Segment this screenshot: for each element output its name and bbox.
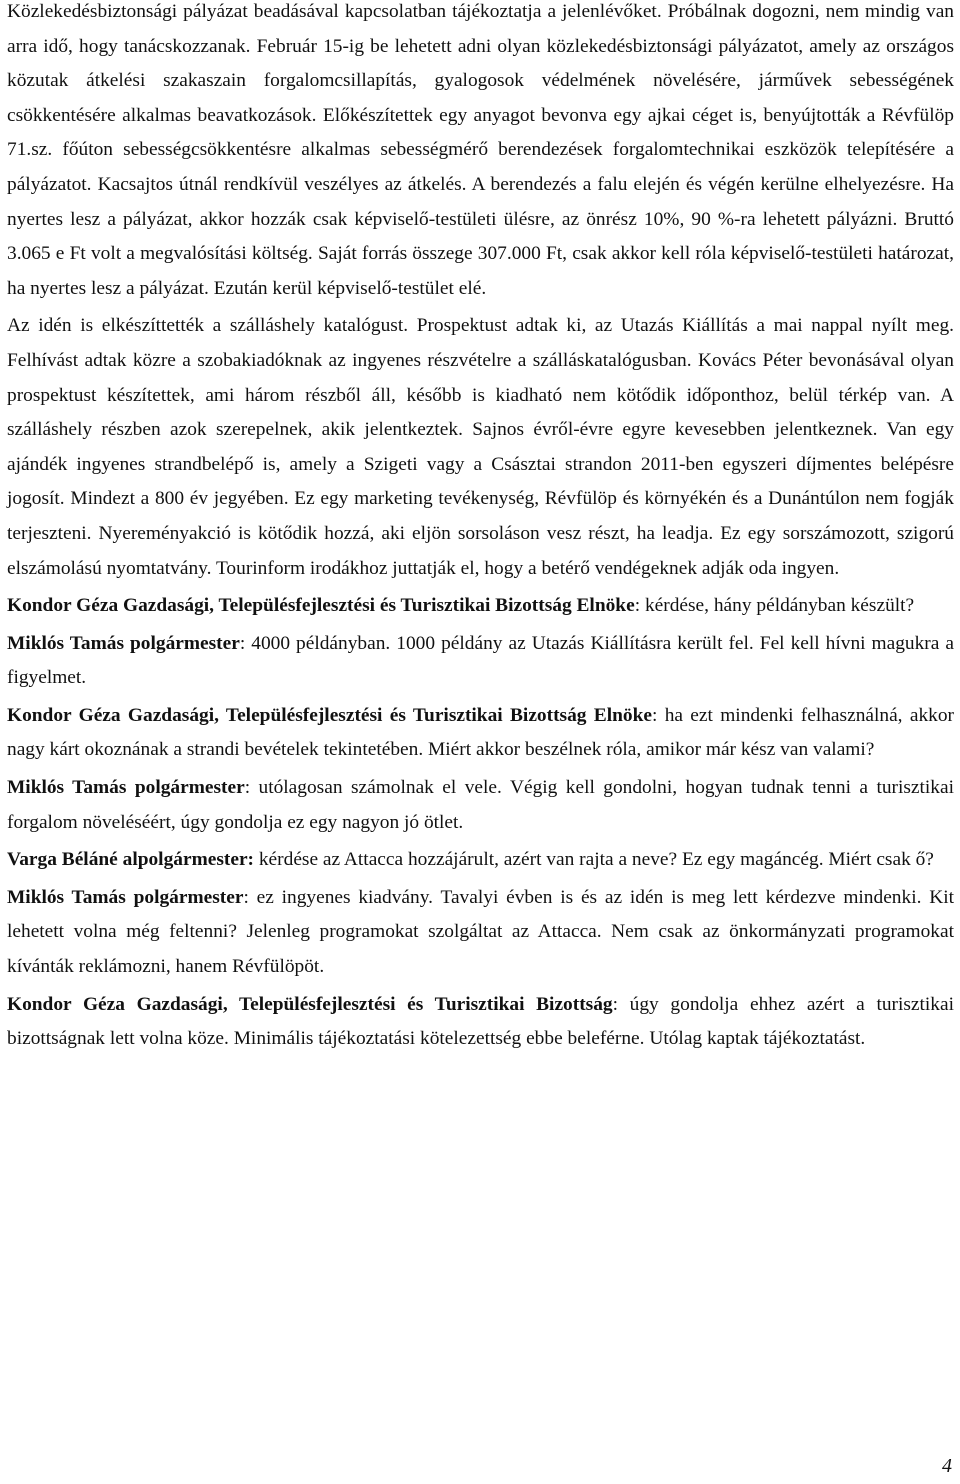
paragraph-speech xyxy=(7,589,954,624)
paragraph-speech xyxy=(7,771,954,840)
paragraph-text: Az idén is elkészíttették a szálláshely katalógust. Prospektust adtak ki, az Utazás Kiállítás a mai nappal nyílt meg. Felhívást adtak közre a szobakiadóknak az ingyenes részvételre a szálláskatalógusban. Kovács Péter bevonásával olyan prospektust készítettek, ami három részből áll, később is kiadható nem kötődik időponthoz, belül térkép van. A szálláshely részben azok szerepelnek, akik jelentkeztek. Sajnos évről-évre egyre kevesebben jelentkeznek. Van egy ajándék ingyenes strandbelépő is, amely a Szigeti vagy a Császtai strandon 2011-ben egyszeri díjmentes belépésre jogosít. Mindezt a 800 év jegyében. Ez egy marketing tevékenység, Révfülöp és környékén és a Dunántúlon nem fogják terjeszteni. Nyereményakció is kötődik hozzá, aki eljön sorsoláson vesz részt, ha leadja. Ez egy sorszámozott, szigorú elszámolású nyomtatvány. Tourinform irodákhoz juttatják el, hogy a betérő vendégeknek adják oda ingyen. xyxy=(7,315,954,579)
speaker-name: Miklós Tamás polgármester xyxy=(7,886,244,908)
speaker-name: Kondor Géza Gazdasági, Településfejlesztési és Turisztikai Bizottság xyxy=(7,993,613,1015)
paragraph-speech xyxy=(7,843,954,878)
speaker-name: Miklós Tamás polgármester xyxy=(7,777,245,799)
paragraph-accommodation-catalogue xyxy=(7,309,954,586)
paragraph-speech xyxy=(7,881,954,985)
speaker-name: Miklós Tamás polgármester xyxy=(7,632,240,654)
page-number: 4 xyxy=(942,1455,952,1477)
speech-text: : 4000 példányban. 1000 példány az Utazás Kiállításra került fel. Fel kell hívni magukra a figyelmet. xyxy=(7,632,954,689)
paragraph-speech xyxy=(7,988,954,1057)
paragraph-speech xyxy=(7,627,954,696)
speech-text: : kérdése, hány példányban készült? xyxy=(634,595,915,617)
speech-text: kérdése az Attacca hozzájárult, azért van rajta a neve? Ez egy magáncég. Miért csak ő? xyxy=(254,849,934,871)
speaker-name: Kondor Géza Gazdasági, Településfejlesztési és Turisztikai Bizottság Elnöke xyxy=(7,704,652,726)
speech-text: : ha ezt mindenki felhasználná, akkor nagy kárt okoznának a strandi bevételek tekintetében. Miért akkor beszélnek róla, amikor már kész van valami? xyxy=(7,704,954,761)
paragraph-text: Közlekedésbiztonsági pályázat beadásával kapcsolatban tájékoztatja a jelenlévőket. Próbálnak dogozni, nem mindig van arra idő, hogy tanácskozzanak. Február 15-ig be lehetett adni olyan közlekedésbiztonsági pályázatot, amely az országos közutak átkelési szakaszain forgalomcsillapítás, gyalogosok védelmének növelésére, járművek sebességének csökkentésére alkalmas beavatkozások. Előkészítettek egy anyagot bevonva egy ajkai céget is, benyújtották a Révfülöp 71.sz. főúton sebességcsökkentésre alkalmas sebességmérő berendezések forgalomtechnikai eszközök telepítésére a pályázatot. Kacsajtos útnál rendkívül veszélyes az átkelés. A berendezés a falu elején és végén kerülne elhelyezésre. Ha nyertes lesz a pályázat, akkor hozzák csak képviselő-testületi ülésre, az önrész 10%, 90 %-ra lehetett pályázni. Bruttó 3.065 e Ft volt a megvalósítási költség. Saját forrás összege 307.000 Ft, csak akkor kell róla képviselő-testületi határozat, ha nyertes lesz a pályázat. Ezután kerül képviselő-testület elé. xyxy=(7,1,954,299)
speech-text: : utólagosan számolnak el vele. Végig kell gondolni, hogyan tudnak tenni a turisztikai forgalom növeléséért, úgy gondolja ez egy nagyon jó ötlet. xyxy=(7,777,954,833)
speaker-name: Varga Béláné alpolgármester: xyxy=(7,849,255,871)
speaker-name: Kondor Géza Gazdasági, Településfejlesztési és Turisztikai Bizottság Elnöke xyxy=(7,595,635,617)
paragraph-speech xyxy=(7,699,954,768)
speech-text: : ez ingyenes kiadvány. Tavalyi évben is és az idén is meg lett kérdezve mindenki. Kit lehetett volna még feltenni? Jelenleg programokat szolgáltat az Attacca. Nem csak az önkormányzati programokat kívánták reklámozni, hanem Révfülöpöt. xyxy=(7,886,954,978)
speech-text: : úgy gondolja ehhez azért a turisztikai bizottságnak lett volna köze. Minimális tájékoztatási kötelezettség ebbe beleférne. Utólag kaptak tájékoztatást. xyxy=(7,993,954,1050)
paragraph-road-safety-tender xyxy=(7,0,954,306)
document-page xyxy=(7,0,954,1057)
